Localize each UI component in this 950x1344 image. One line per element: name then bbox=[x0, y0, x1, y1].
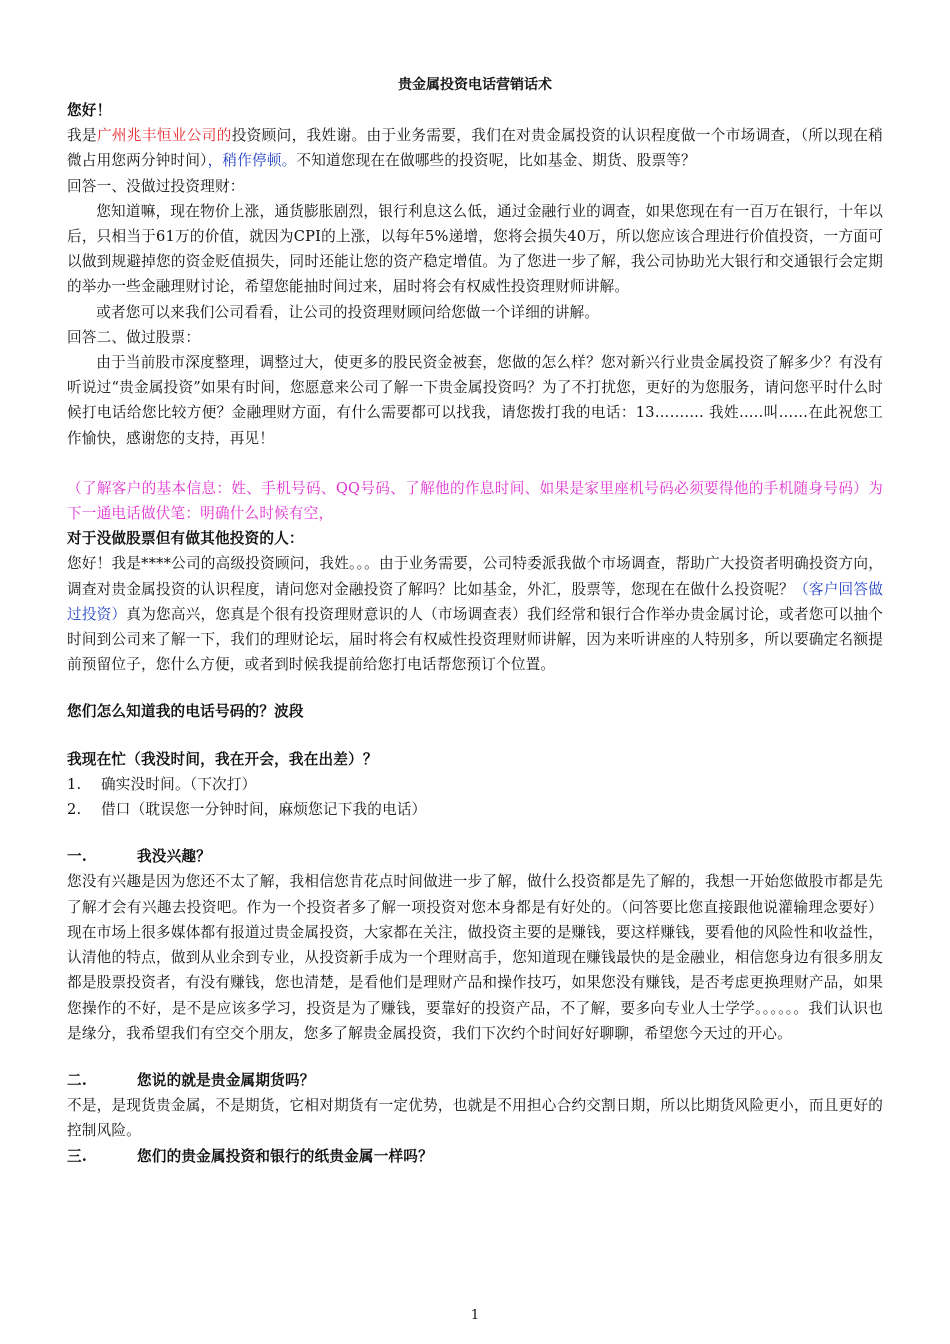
client-reply-note: （客户回答做过投资） bbox=[67, 580, 883, 623]
question-number: 二. bbox=[67, 1071, 88, 1089]
list-item bbox=[67, 772, 883, 797]
busy-heading: 我现在忙（我没时间，我在开会，我在出差）？ bbox=[67, 750, 378, 768]
list-text: 确实没时间。（下次打） bbox=[101, 775, 257, 793]
pause-note: ，稍作停顿。 bbox=[207, 152, 297, 170]
question-number: 一. bbox=[67, 848, 88, 866]
list-text: 借口（耽误您一分钟时间，麻烦您记下我的电话） bbox=[101, 801, 427, 819]
other-investor-paragraph bbox=[67, 551, 883, 677]
spacer bbox=[67, 725, 883, 747]
list-item bbox=[67, 797, 883, 822]
spacer bbox=[67, 1046, 883, 1068]
answer2-heading: 回答二、做过股票： bbox=[67, 328, 201, 346]
question-heading-1 bbox=[67, 844, 883, 869]
intro-text-2: 投资顾问，我姓谢。由于业务需要，我们在对贵金属投资的认识程度做一个市场调查，（所以现在稍微占用您两分钟时间） bbox=[67, 127, 883, 170]
question-heading-2 bbox=[67, 1068, 883, 1093]
answer1-heading: 回答一、没做过投资理财： bbox=[67, 177, 245, 195]
list-number: 2. bbox=[67, 801, 82, 819]
other-investor-heading: 对于没做股票但有做其他投资的人： bbox=[67, 530, 304, 548]
intro-paragraph bbox=[67, 123, 883, 173]
phone-number-question: 您们怎么知道我的电话号码的？波段 bbox=[67, 703, 304, 721]
spacer bbox=[67, 451, 883, 476]
question-answer-1: 您没有兴趣是因为您还不太了解，我相信您肯花点时间做进一步了解，做什么投资都是先了解的，我想一开始您做股市都是先了解才会有兴趣去投资吧。作为一个投资者多了解一项投资对您本身都是有好处的。（问答要比您直接跟他说灌输理念要好）现在市场上很多媒体都有报道过贵金属投资，大家都在关注，做投资主要的是赚钱，要这样赚钱，要看他的风险性和收益性，认清他的特点，做到从业余到专业，从投资新手成为一个理财高手，您知道现在赚钱最快的是金融业，相信您身边有很多朋友都是股票投资者，有没有赚钱，您也清楚，是看他们是理财产品和操作技巧，如果您没有赚钱，是否考虑更换理财产品，如果您操作的不好，是不是应该多学习，投资是为了赚钱，要靠好的投资产品，不了解，要多向专业人士学学。。。。。。我们认识也是缘分，我希望我们有空交个朋友，您多了解贵金属投资，我们下次约个时间好好聊聊，希望您今天过的开心。 bbox=[67, 873, 883, 1042]
greeting: 您好！ bbox=[67, 102, 112, 119]
question-title: 您说的就是贵金属期货吗？ bbox=[137, 1071, 315, 1089]
list-number: 1. bbox=[67, 775, 82, 793]
other-investor-text-1: 您好！我是****公司的高级投资顾问，我姓。。。由于业务需要，公司特委派我做个市场调查，帮助广大投资者明确投资方向，调查对贵金属投资的认识程度，请问您对金融投资了解吗？比如基金，外汇，股票等，您现在在做什么投资呢？ bbox=[67, 555, 883, 598]
page-number: 1 bbox=[470, 1308, 480, 1323]
question-heading-3 bbox=[67, 1144, 883, 1169]
question-title: 您们的贵金属投资和银行的纸贵金属一样吗？ bbox=[137, 1147, 433, 1165]
question-number: 三. bbox=[67, 1147, 88, 1165]
intro-text-1: 我是 bbox=[67, 127, 97, 145]
answer1-paragraph-2: 或者您可以来我们公司看看，让公司的投资理财顾问给您做一个详细的讲解。 bbox=[96, 303, 600, 321]
spacer bbox=[67, 677, 883, 699]
other-investor-text-2: 真为您高兴，您真是个很有投资理财意识的人（市场调查表）我们经常和银行合作举办贵金属讨论，或者您可以抽个时间到公司来了解一下，我们的理财论坛，届时将会有权威性投资理财师讲解，因为来听讲座的人特别多，所以要确定名额提前预留位子，您什么方便，或者到时候我提前给您打电话帮您预订个位置。 bbox=[67, 605, 883, 674]
company-name: 广州兆丰恒业公司的 bbox=[96, 127, 232, 145]
spacer bbox=[67, 822, 883, 844]
question-answer-2: 不是，是现货贵金属，不是期货，它相对期货有一定优势，也就是不用担心合约交割日期，所以比期货风险更小，而且更好的控制风险。 bbox=[67, 1097, 883, 1140]
customer-info-note: （了解客户的基本信息：姓、手机号码、QQ号码、了解他的作息时间、如果是家里座机号码必须要得他的手机随身号码）为下一通电话做伏笔：明确什么时候有空， bbox=[67, 479, 883, 523]
intro-text-3: 不知道您现在在做哪些的投资呢，比如基金、期货、股票等？ bbox=[296, 152, 696, 170]
document-body bbox=[67, 98, 883, 1169]
answer2-paragraph: 由于当前股市深度整理，调整过大，使更多的股民资金被套，您做的怎么样？您对新兴行业贵金属投资了解多少？有没有听说过“贵金属投资”如果有时间，您愿意来公司了解一下贵金属投资吗？为了不打扰您，更好的为您服务，请问您平时什么时候打电话给您比较方便？金融理财方面，有什么需要都可以找我，请您拨打我的电话：13………. 我姓…..叫……在此祝您工作愉快，感谢您的支持，再见！ bbox=[67, 354, 883, 447]
question-title: 我没兴趣？ bbox=[137, 848, 211, 866]
answer1-paragraph: 您知道嘛，现在物价上涨，通货膨胀剧烈，银行利息这么低，通过金融行业的调查，如果您现在有一百万在银行，十年以后，只相当于61万的价值，就因为CPI的上涨，以每年5%递增，您将会损失40万，所以您应该合理进行价值投资，一方面可以做到规避掉您的资金贬值损失，同时还能让您的资产稳定增值。为了您进一步了解，我公司协助光大银行和交通银行会定期的举办一些金融理财讨论，希望您能抽时间过来，届时将会有权威性投资理财师讲解。 bbox=[67, 202, 883, 296]
page-title: 贵金属投资电话营销话术 bbox=[398, 77, 552, 93]
